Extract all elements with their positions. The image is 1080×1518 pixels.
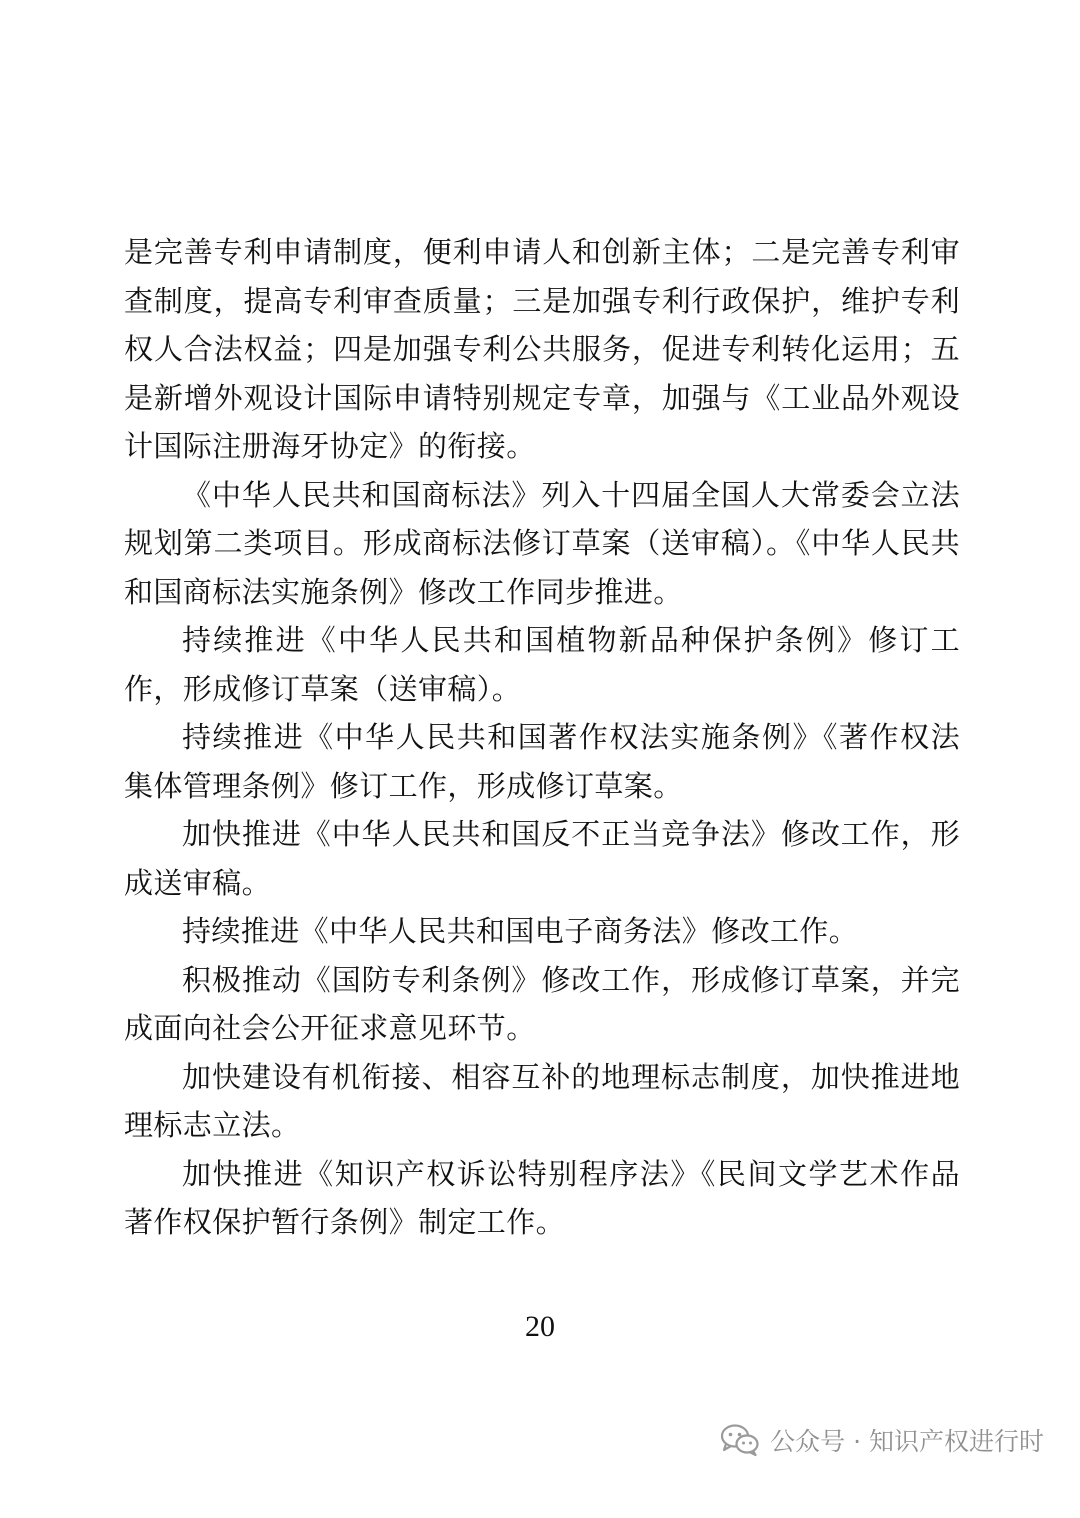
paragraph-plant-variety: 持续推进《中华人民共和国植物新品种保护条例》修订工作，形成修订草案（送审稿）。 <box>124 623 960 706</box>
paragraph-ecommerce: 持续推进《中华人民共和国电子商务法》修改工作。 <box>182 914 859 948</box>
paragraph-litigation-procedure: 加快推进《知识产权诉讼特别程序法》《民间文学艺术作品著作权保护暂行条例》制定工作。 <box>124 1156 960 1239</box>
paragraph-trademark-law: 《中华人民共和国商标法》列入十四届全国人大常委会立法规划第二类项目。形成商标法修订草案（送审稿）。《中华人民共和国商标法实施条例》修改工作同步推进。 <box>124 477 960 609</box>
paragraph-geographical-indication: 加快建设有机衔接、相容互补的地理标志制度，加快推进地理标志立法。 <box>124 1059 960 1142</box>
paragraph-continued: 是完善专利申请制度，便利申请人和创新主体；二是完善专利审查制度，提高专利审查质量；三是加强专利行政保护，维护专利权人合法权益；四是加强专利公共服务，促进专利转化运用；五是新增外观设计国际申请特别规定专章，加强与《工业品外观设计国际注册海牙协定》的衔接。 <box>124 235 960 463</box>
paragraph-copyright: 持续推进《中华人民共和国著作权法实施条例》《著作权法集体管理条例》修订工作，形成修订草案。 <box>124 720 960 803</box>
paragraph-unfair-competition: 加快推进《中华人民共和国反不正当竞争法》修改工作，形成送审稿。 <box>124 817 960 900</box>
document-body <box>124 228 960 1247</box>
wechat-icon <box>720 1423 760 1457</box>
paragraph-defense-patent: 积极推动《国防专利条例》修改工作，形成修订草案，并完成面向社会公开征求意见环节。 <box>124 962 960 1045</box>
watermark-text: 公众号 · 知识产权进行时 <box>770 1427 1044 1456</box>
watermark <box>720 1420 1044 1460</box>
page-number: 20 <box>525 1310 555 1343</box>
